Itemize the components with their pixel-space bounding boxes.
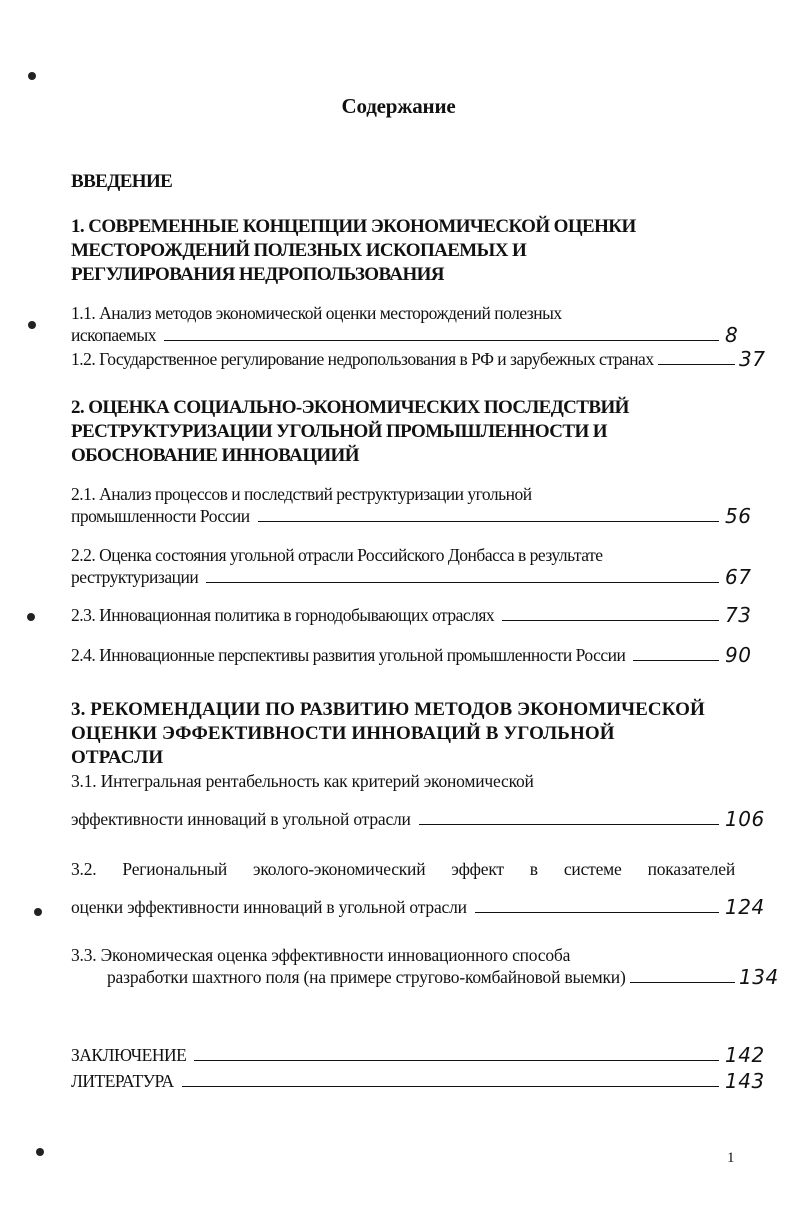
toc-entry-1-2[interactable]: 1.2. Государственное регулирование недропользования в РФ и зарубежных странах 37 — [71, 348, 773, 370]
binder-dot — [28, 321, 36, 329]
leader-line — [658, 364, 735, 365]
leader-line — [630, 982, 735, 983]
binder-dot — [27, 613, 35, 621]
page-ref: 90 — [725, 643, 752, 667]
leader-line — [194, 1060, 719, 1061]
toc-entry-2-1[interactable]: 2.1. Анализ процессов и последствий реструктуризации угольной промышленности России 56 — [71, 483, 773, 527]
page-ref: 67 — [725, 565, 752, 589]
binder-dot — [28, 72, 36, 80]
page-ref: 8 — [725, 323, 739, 347]
leader-line — [164, 340, 719, 341]
page-ref: 134 — [739, 965, 779, 989]
page-ref: 124 — [725, 895, 765, 919]
leader-line — [502, 620, 719, 621]
binder-dot — [36, 1148, 44, 1156]
leader-line — [258, 521, 719, 522]
leader-line — [419, 824, 719, 825]
toc-entry-3-1[interactable]: 3.1. Интегральная рентабельность как критерий экономической эффективности инноваций в угольной отрасли 106 — [71, 770, 773, 830]
page-ref: 142 — [725, 1043, 765, 1067]
page-ref: 73 — [725, 603, 752, 627]
toc-entry-2-2[interactable]: 2.2. Оценка состояния угольной отрасли Российского Донбасса в результате реструктуризации 67 — [71, 544, 773, 588]
leader-line — [182, 1086, 719, 1087]
page-ref: 143 — [725, 1069, 765, 1093]
toc-entry-3-3[interactable]: 3.3. Экономическая оценка эффективности инновационного способа разработки шахтного поля (на примере стругово-комбайновой выемки) 134 — [71, 945, 779, 989]
toc-entry-2-4[interactable]: 2.4. Инновационные перспективы развития угольной промышленности России 90 — [71, 644, 773, 666]
toc-entry-2-3[interactable]: 2.3. Инновационная политика в горнодобывающих отраслях 73 — [71, 604, 773, 626]
chapter3-heading: 3. РЕКОМЕНДАЦИИ ПО РАЗВИТИЮ МЕТОДОВ ЭКОНОМИЧЕСКОЙ ОЦЕНКИ ЭФФЕКТИВНОСТИ ИННОВАЦИЙ В УГОЛЬНОЙ ОТРАСЛИ — [71, 699, 705, 768]
leader-line — [633, 660, 719, 661]
toc-entry-1-1[interactable]: 1.1. Анализ методов экономической оценки месторождений полезных ископаемых 8 — [71, 302, 773, 346]
binder-dot — [34, 908, 42, 916]
leader-line — [475, 912, 719, 913]
intro-heading: ВВЕДЕНИЕ — [71, 171, 173, 192]
page-ref: 37 — [739, 347, 766, 371]
page-title: Содержание — [341, 94, 456, 118]
toc-entry-literature[interactable]: ЛИТЕРАТУРА 143 — [71, 1070, 773, 1092]
page-ref: 56 — [725, 504, 752, 528]
chapter2-heading: 2. ОЦЕНКА СОЦИАЛЬНО-ЭКОНОМИЧЕСКИХ ПОСЛЕДСТВИЙ РЕСТРУКТУРИЗАЦИИ УГОЛЬНОЙ ПРОМЫШЛЕННОСТИ И ОБОСНОВАНИЕ ИННОВАЦИИЙ — [71, 397, 629, 466]
toc-entry-conclusion[interactable]: ЗАКЛЮЧЕНИЕ 142 — [71, 1044, 773, 1066]
chapter1-heading: 1. СОВРЕМЕННЫЕ КОНЦЕПЦИИ ЭКОНОМИЧЕСКОЙ ОЦЕНКИ МЕСТОРОЖДЕНИЙ ПОЛЕЗНЫХ ИСКОПАЕМЫХ И РЕГУЛИРОВАНИЯ НЕДРОПОЛЬЗОВАНИЯ — [71, 216, 636, 285]
leader-line — [206, 582, 719, 583]
page-ref: 106 — [725, 807, 765, 831]
toc-entry-3-2[interactable]: 3.2. Региональный эколого-экономический эффект в системе показателей оценки эффективности инноваций в угольной отрасли 124 — [71, 858, 773, 918]
page-number: 1 — [727, 1150, 735, 1166]
